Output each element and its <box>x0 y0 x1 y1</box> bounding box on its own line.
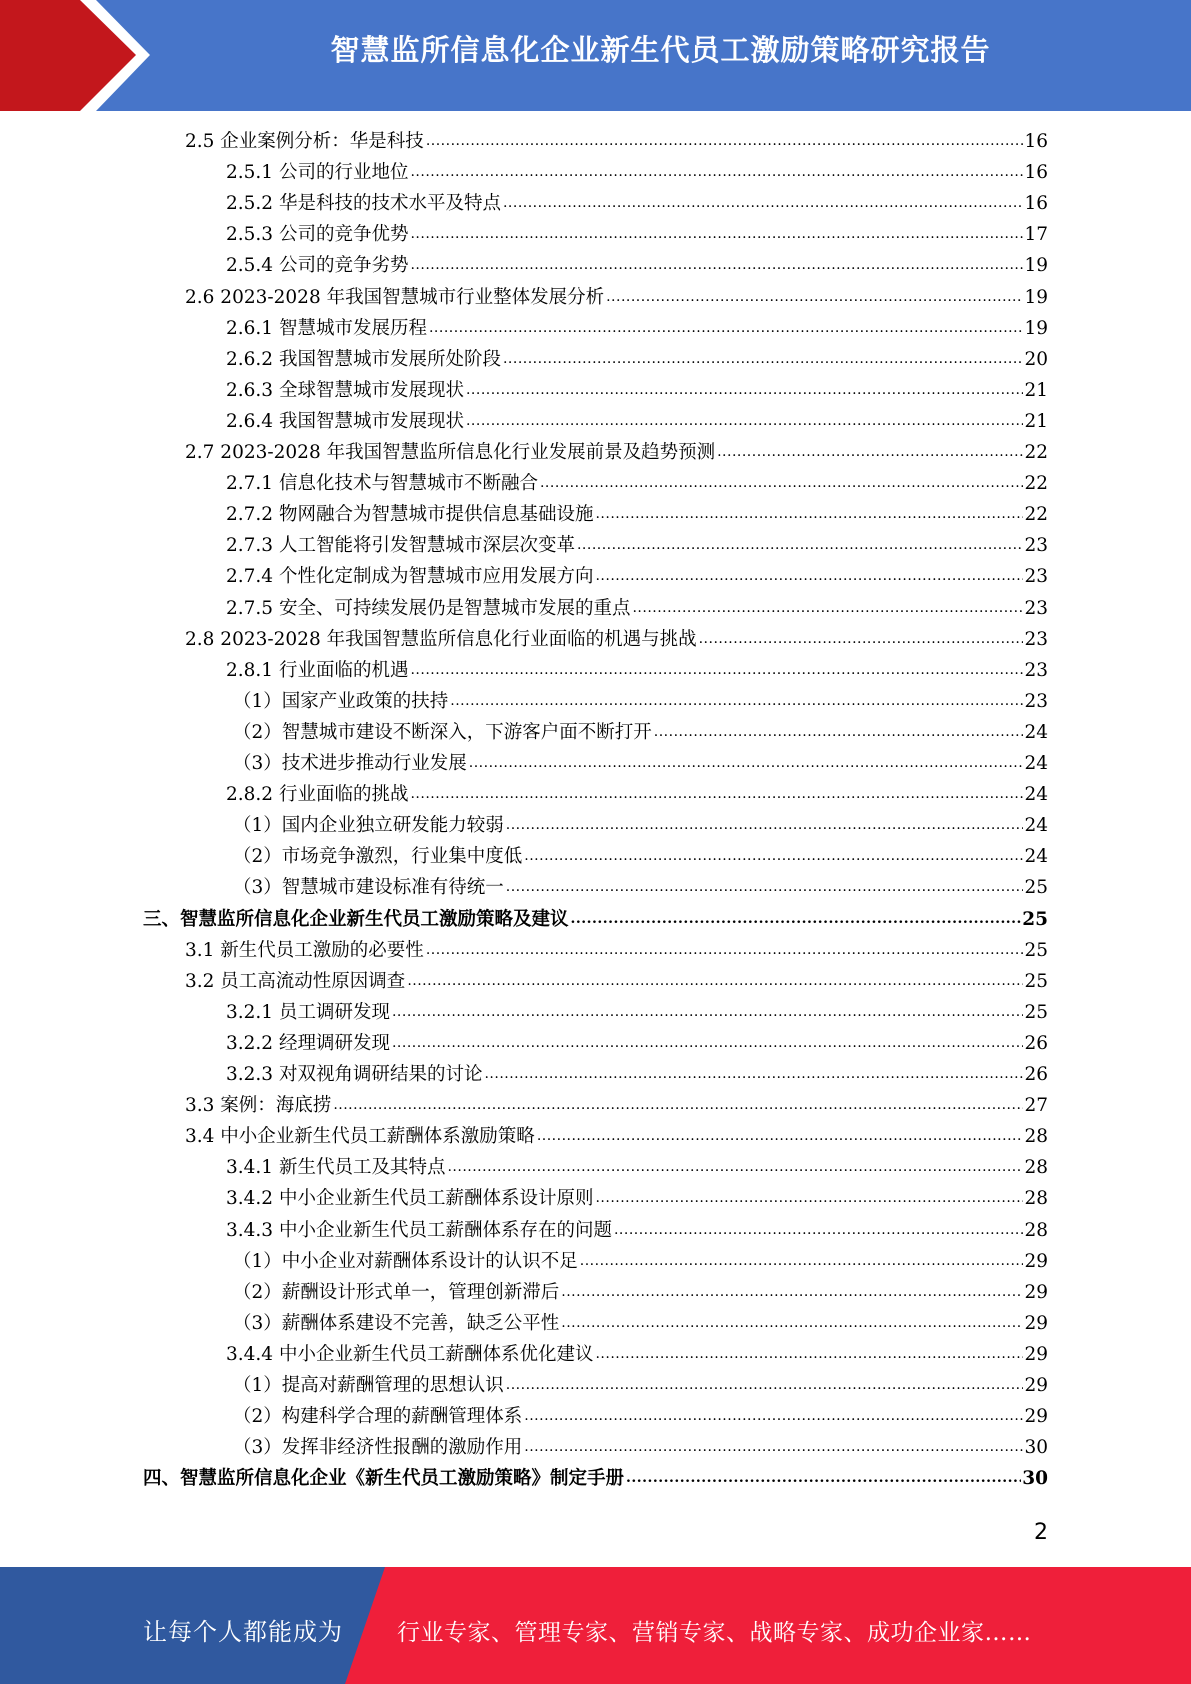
toc-entry[interactable] <box>226 1217 1048 1245</box>
toc-entry[interactable] <box>233 750 1048 778</box>
toc-entry-page: 23 <box>1024 628 1048 650</box>
toc-entry-label: 2.5.2 华是科技的技术水平及特点 <box>226 193 501 215</box>
toc-entry-label: 2.7.4 个性化定制成为智慧城市应用发展方向 <box>226 566 594 588</box>
toc-entry-label: （3）技术进步推动行业发展 <box>233 753 467 774</box>
toc-entry-page: 25 <box>1022 908 1048 930</box>
toc-entry-label: 三、智慧监所信息化企业新生代员工激励策略及建议 <box>143 908 569 930</box>
toc-entry[interactable] <box>233 1403 1048 1431</box>
toc-entry-page: 20 <box>1024 348 1048 370</box>
toc-entry[interactable] <box>226 1154 1048 1182</box>
toc-entry[interactable] <box>226 1185 1048 1213</box>
toc-entry-label: （2）市场竞争激烈，行业集中度低 <box>233 846 523 868</box>
toc-entry-page: 29 <box>1024 1375 1048 1396</box>
toc-entry[interactable] <box>185 937 1048 965</box>
toc-entry-page: 22 <box>1024 473 1048 495</box>
toc-entry[interactable] <box>226 781 1048 809</box>
toc-entry-page: 28 <box>1024 1219 1048 1241</box>
toc-leader-dots <box>595 1187 1023 1209</box>
toc-entry[interactable] <box>233 1372 1048 1400</box>
toc-entry-label: 2.6.1 智慧城市发展历程 <box>226 317 427 339</box>
toc-leader-dots <box>503 192 1023 214</box>
toc-entry-label: 3.4.3 中小企业新生代员工薪酬体系存在的问题 <box>226 1219 612 1241</box>
toc-entry-label: 2.8.2 行业面临的挑战 <box>226 784 409 806</box>
toc-entry-label: （1）国内企业独立研发能力较弱 <box>233 815 504 837</box>
toc-entry-label: （2）智慧城市建设不断深入，下游客户面不断打开 <box>233 721 652 743</box>
header-chevron-arrow <box>0 0 140 111</box>
toc-leader-dots <box>506 876 1024 898</box>
toc-entry-label: 3.4.1 新生代员工及其特点 <box>226 1157 446 1179</box>
toc-leader-dots <box>503 348 1023 370</box>
toc-leader-dots <box>561 1281 1023 1303</box>
toc-entry-page: 23 <box>1024 690 1048 712</box>
toc-entry-label: 3.4.4 中小企业新生代员工薪酬体系优化建议 <box>226 1343 594 1365</box>
toc-entry-page: 17 <box>1024 224 1048 246</box>
toc-entry[interactable] <box>226 1061 1048 1089</box>
toc-leader-dots <box>577 534 1023 556</box>
toc-entry[interactable] <box>226 221 1048 249</box>
toc-entry[interactable] <box>233 688 1048 716</box>
toc-entry-label: 2.6.4 我国智慧城市发展现状 <box>226 410 464 432</box>
toc-leader-dots <box>595 503 1023 525</box>
toc-entry-label: （3）发挥非经济性报酬的激励作用 <box>233 1437 523 1459</box>
toc-leader-dots <box>392 1001 1023 1023</box>
toc-entry-label: 2.7.3 人工智能将引发智慧城市深层次变革 <box>226 535 575 557</box>
toc-leader-dots <box>410 161 1023 183</box>
toc-entry-page: 28 <box>1024 1157 1048 1179</box>
toc-entry-label: 2.7.1 信息化技术与智慧城市不断融合 <box>226 473 538 495</box>
toc-leader-dots <box>447 1156 1023 1178</box>
toc-entry-label: （1）提高对薪酬管理的思想认识 <box>233 1375 504 1396</box>
toc-leader-dots <box>717 441 1023 463</box>
toc-entry-label: 2.5.4 公司的竞争劣势 <box>226 255 409 277</box>
toc-leader-dots <box>484 1063 1023 1085</box>
toc-entry-label: 2.8.1 行业面临的机遇 <box>226 659 409 681</box>
toc-leader-dots <box>524 1405 1023 1427</box>
toc-leader-dots <box>450 690 1023 712</box>
toc-leader-dots <box>595 565 1023 587</box>
toc-entry[interactable] <box>185 284 1048 312</box>
toc-entry-label: 3.2.2 经理调研发现 <box>226 1032 390 1054</box>
toc-entry-label: 2.6.2 我国智慧城市发展所处阶段 <box>226 348 501 370</box>
toc-entry[interactable] <box>226 501 1048 529</box>
toc-entry[interactable] <box>226 999 1048 1027</box>
toc-entry[interactable] <box>143 906 1048 934</box>
toc-entry-page: 23 <box>1024 597 1048 619</box>
toc-entry-page: 28 <box>1024 1126 1048 1148</box>
toc-entry-label: 2.5 企业案例分析：华是科技 <box>185 131 424 152</box>
toc-entry[interactable] <box>143 1465 1048 1493</box>
toc-entry[interactable] <box>233 1248 1048 1276</box>
toc-entry-page: 22 <box>1024 442 1048 463</box>
report-title: 智慧监所信息化企业新生代员工激励策略研究报告 <box>330 33 991 67</box>
toc-entry-label: 3.2.3 对双视角调研结果的讨论 <box>226 1064 483 1085</box>
toc-entry-label: （2）构建科学合理的薪酬管理体系 <box>233 1406 523 1428</box>
toc-leader-dots <box>654 721 1024 743</box>
toc-entry[interactable] <box>226 1030 1048 1058</box>
toc-entry-label: （1）中小企业对薪酬体系设计的认识不足 <box>233 1250 578 1272</box>
toc-entry[interactable] <box>233 1434 1048 1462</box>
toc-entry-page: 29 <box>1024 1250 1048 1272</box>
toc-entry-label: 2.7.2 物网融合为智慧城市提供信息基础设施 <box>226 504 594 526</box>
toc-entry-label: 2.7 2023-2028 年我国智慧监所信息化行业发展前景及趋势预测 <box>185 442 716 463</box>
toc-leader-dots <box>469 752 1024 774</box>
toc-leader-dots <box>699 628 1024 650</box>
toc-entry-label: （2）薪酬设计形式单一，管理创新滞后 <box>233 1281 560 1303</box>
toc-entry[interactable] <box>226 159 1048 187</box>
toc-leader-dots <box>392 1032 1023 1054</box>
toc-entry[interactable] <box>185 1092 1048 1120</box>
toc-entry[interactable] <box>233 812 1048 840</box>
toc-entry-page: 28 <box>1024 1188 1048 1210</box>
toc-entry[interactable] <box>226 377 1048 405</box>
toc-entry-page: 19 <box>1024 286 1048 308</box>
toc-entry-label: 2.7.5 安全、可持续发展仍是智慧城市发展的重点 <box>226 597 631 619</box>
toc-entry-page: 23 <box>1024 659 1048 681</box>
toc-leader-dots <box>614 1219 1023 1241</box>
toc-entry-page: 24 <box>1024 846 1048 868</box>
toc-entry-label: 3.3 案例：海底捞 <box>185 1095 332 1117</box>
toc-leader-dots <box>407 970 1023 992</box>
toc-leader-dots <box>537 1125 1024 1147</box>
toc-entry-page: 16 <box>1024 193 1048 215</box>
toc-entry-page: 29 <box>1024 1343 1048 1365</box>
toc-entry[interactable] <box>226 657 1048 685</box>
toc-entry[interactable] <box>233 874 1048 902</box>
toc-entry[interactable] <box>226 470 1048 498</box>
toc-entry-label: 3.4 中小企业新生代员工薪酬体系激励策略 <box>185 1126 535 1148</box>
toc-entry[interactable] <box>185 1123 1048 1151</box>
toc-entry[interactable] <box>226 315 1048 343</box>
toc-leader-dots <box>606 286 1023 308</box>
toc-entry-page: 25 <box>1024 939 1048 961</box>
toc-entry-page: 25 <box>1024 1001 1048 1023</box>
footer-slogan-right: 行业专家、管理专家、营销专家、战略专家、成功企业家…… <box>397 1620 1032 1646</box>
toc-leader-dots <box>506 1374 1024 1396</box>
toc-entry-page: 21 <box>1024 379 1048 401</box>
toc-entry[interactable] <box>185 128 1048 156</box>
toc-entry-page: 24 <box>1024 753 1048 774</box>
toc-leader-dots <box>506 814 1024 836</box>
toc-entry-page: 30 <box>1024 1437 1048 1459</box>
toc-entry-page: 19 <box>1024 255 1048 277</box>
page-number: 2 <box>1034 1520 1048 1545</box>
toc-entry[interactable] <box>226 595 1048 623</box>
toc-entry[interactable] <box>226 252 1048 280</box>
toc-leader-dots <box>632 597 1023 619</box>
toc-leader-dots <box>580 1250 1024 1272</box>
toc-entry-page: 16 <box>1024 131 1048 152</box>
toc-leader-dots <box>429 317 1023 339</box>
toc-entry-page: 23 <box>1024 566 1048 588</box>
toc-leader-dots <box>561 1312 1023 1334</box>
toc-entry-label: 3.2.1 员工调研发现 <box>226 1001 390 1023</box>
page-footer <box>0 1567 1191 1684</box>
toc-entry[interactable] <box>233 1279 1048 1307</box>
toc-leader-dots <box>595 1343 1023 1365</box>
toc-entry[interactable] <box>226 190 1048 218</box>
toc-entry-page: 21 <box>1024 410 1048 432</box>
toc-entry-label: 3.1 新生代员工激励的必要性 <box>185 939 424 961</box>
toc-entry-page: 29 <box>1024 1312 1048 1334</box>
toc-leader-dots <box>466 410 1023 432</box>
toc-leader-dots <box>410 254 1023 276</box>
page-header <box>0 0 1191 111</box>
toc-entry[interactable] <box>233 719 1048 747</box>
toc-entry-label: 2.6 2023-2028 年我国智慧城市行业整体发展分析 <box>185 286 605 308</box>
toc-leader-dots <box>410 783 1023 805</box>
toc-entry-label: （3）智慧城市建设标准有待统一 <box>233 877 504 899</box>
toc-entry[interactable] <box>233 843 1048 871</box>
toc-entry[interactable] <box>233 1310 1048 1338</box>
toc-leader-dots <box>540 472 1023 494</box>
toc-entry-page: 24 <box>1024 815 1048 837</box>
toc-entry-label: 2.8 2023-2028 年我国智慧监所信息化行业面临的机遇与挑战 <box>185 628 697 650</box>
toc-entry-page: 25 <box>1024 877 1048 899</box>
toc-entry[interactable] <box>226 1341 1048 1369</box>
toc-entry-page: 23 <box>1024 535 1048 557</box>
toc-entry-page: 29 <box>1024 1406 1048 1428</box>
toc-entry[interactable] <box>226 346 1048 374</box>
toc-entry-page: 30 <box>1022 1468 1048 1490</box>
toc-entry[interactable] <box>226 408 1048 436</box>
toc-entry-page: 19 <box>1024 317 1048 339</box>
toc-entry-label: （3）薪酬体系建设不完善，缺乏公平性 <box>233 1312 560 1334</box>
toc-entry[interactable] <box>185 968 1048 996</box>
toc-leader-dots <box>426 939 1024 961</box>
toc-entry-page: 26 <box>1024 1064 1048 1085</box>
footer-slogan-left: 让每个人都能成为 <box>143 1618 343 1646</box>
toc-entry-page: 27 <box>1024 1095 1048 1117</box>
toc-entry-page: 22 <box>1024 504 1048 526</box>
toc-entry-page: 25 <box>1024 970 1048 992</box>
toc-entry-label: 2.5.3 公司的竞争优势 <box>226 224 409 246</box>
toc-entry-page: 16 <box>1024 162 1048 184</box>
toc-entry-label: 3.4.2 中小企业新生代员工薪酬体系设计原则 <box>226 1188 594 1210</box>
toc-entry-page: 29 <box>1024 1281 1048 1303</box>
toc-leader-dots <box>410 223 1023 245</box>
toc-leader-dots <box>626 1467 1021 1489</box>
toc-leader-dots <box>333 1094 1023 1116</box>
toc-leader-dots <box>466 379 1023 401</box>
toc-entry-label: 四、智慧监所信息化企业《新生代员工激励策略》制定手册 <box>143 1468 625 1490</box>
toc-leader-dots <box>571 908 1022 930</box>
toc-entry-label: 3.2 员工高流动性原因调查 <box>185 970 406 992</box>
toc-entry-label: 2.6.3 全球智慧城市发展现状 <box>226 379 464 401</box>
toc-entry-label: 2.5.1 公司的行业地位 <box>226 162 409 184</box>
toc-leader-dots <box>524 845 1023 867</box>
toc-entry[interactable] <box>185 439 1048 467</box>
toc-entry[interactable] <box>226 532 1048 560</box>
toc-entry[interactable] <box>226 563 1048 591</box>
toc-entry-page: 24 <box>1024 721 1048 743</box>
toc-entry-page: 26 <box>1024 1032 1048 1054</box>
toc-leader-dots <box>426 130 1024 152</box>
toc-entry-page: 24 <box>1024 784 1048 806</box>
toc-leader-dots <box>410 659 1023 681</box>
toc-entry-label: （1）国家产业政策的扶持 <box>233 690 449 712</box>
toc-entry[interactable] <box>185 626 1048 654</box>
toc-leader-dots <box>524 1436 1023 1458</box>
